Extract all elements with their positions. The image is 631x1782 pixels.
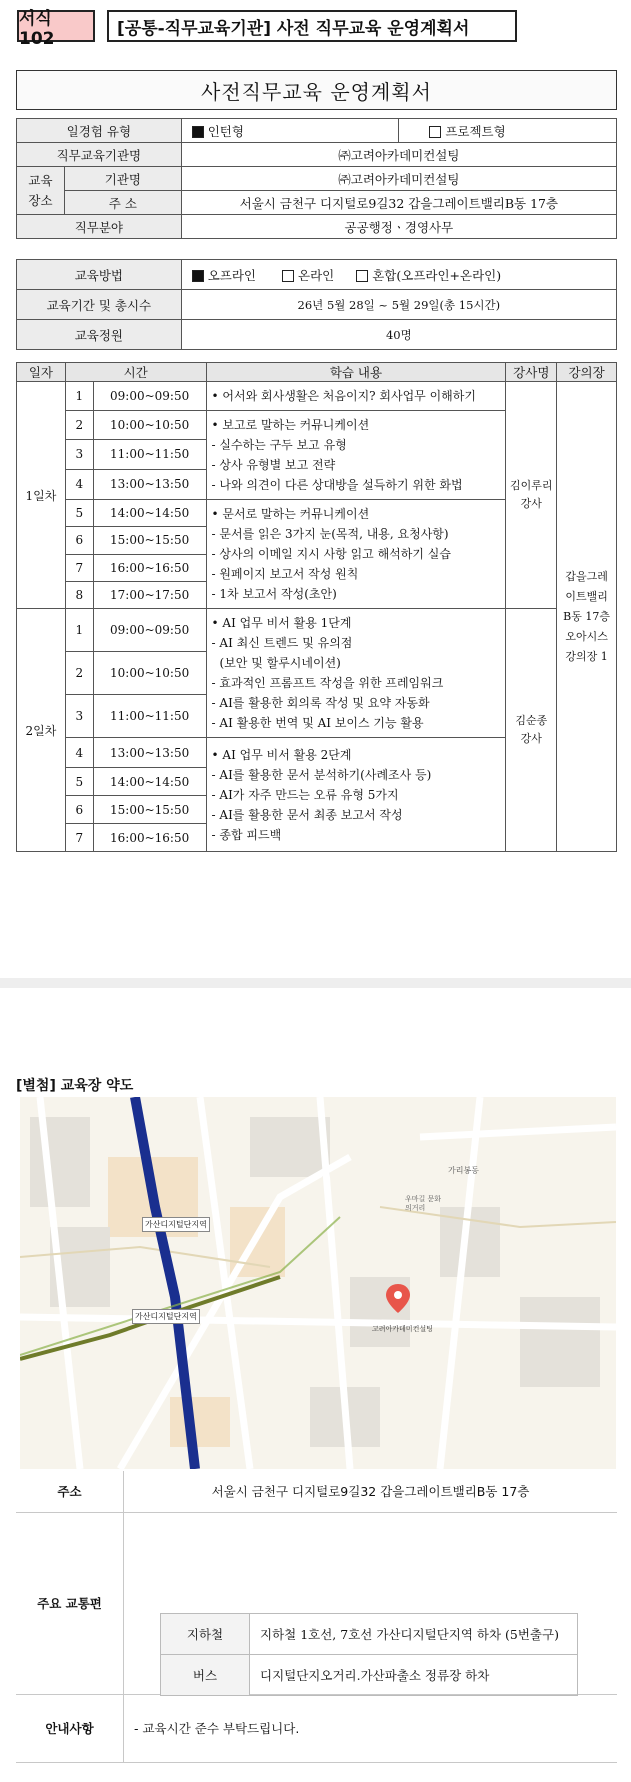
period-number: 2 [65,411,93,440]
checkbox-icon [429,126,441,138]
transport-table [160,1613,578,1696]
period-number: 3 [65,440,93,469]
subway-value: 지하철 1호선, 7호선 가산디지털단지역 하차 (5번출구) [250,1614,578,1655]
header-cell: 시간 [65,363,206,382]
table-row [16,1694,617,1762]
time-cell: 17:00~17:50 [93,581,206,608]
header-cell: 강의장 [557,363,617,382]
period-number: 1 [65,609,93,652]
period-number: 2 [65,652,93,695]
content-cell: • AI 업무 비서 활용 2단계 - AI를 활용한 문서 분석하기(사례조사 등) - AI가 자주 만드는 오류 유형 5가지 - AI를 활용한 문서 최종 보고서 작성 - 종합 피드백 [206,738,506,852]
time-cell: 15:00~15:50 [93,527,206,554]
map-pin-icon[interactable] [386,1284,410,1314]
map-graphic [20,1097,616,1469]
period-value: 26년 5월 28일 ~ 5월 29일(총 15시간) [181,290,616,320]
addr-value: 서울시 금천구 디지털로9길32 갑을그레이트밸리B동 17층 [181,191,616,215]
form-header [17,8,617,49]
method-options [181,260,616,290]
instructor-cell: 김이루리 강사 [506,382,557,609]
period-number: 4 [65,469,93,499]
appendix-title: [별첨] 교육장 약도 [16,1078,134,1094]
period-number: 5 [65,500,93,527]
method-option-mixed[interactable]: 혼합(오프라인+온라인) [356,268,501,283]
field-label: 직무분야 [17,215,182,239]
org-label: 직무교육기관명 [17,143,182,167]
address-label: 주소 [16,1471,124,1512]
period-number: 1 [65,382,93,411]
map-station-label-2: 가산디지털단지역 [132,1309,200,1324]
checked-box-icon [192,126,204,138]
method-label: 교육방법 [17,260,182,290]
document-title: 사전직무교육 운영계획서 [16,70,617,110]
table-row [17,609,617,652]
time-cell: 13:00~13:50 [93,738,206,768]
method-table [16,259,617,350]
period-number: 7 [65,824,93,852]
notice-label: 안내사항 [16,1694,124,1762]
transport-cell [124,1512,618,1694]
bus-value: 디지털단지오거리.가산파출소 정류장 하차 [250,1655,578,1696]
period-number: 8 [65,581,93,608]
map-market-label: 우마길 문화의거리 [405,1195,442,1212]
address-value: 서울시 금천구 디지털로9길32 갑을그레이트밸리B동 17층 [124,1471,618,1512]
room-cell: 갑을그레 이트밸리 B동 17층 오아시스 강의장 1 [557,382,617,852]
header-cell: 강사명 [506,363,557,382]
place-label: 교육 장소 [17,167,65,215]
time-cell: 14:00~14:50 [93,768,206,796]
method-option-online[interactable]: 온라인 [282,268,334,283]
form-number-badge: 서식 102 [17,10,95,42]
time-cell: 15:00~15:50 [93,796,206,824]
transport-label: 주요 교통편 [16,1512,124,1694]
inst-value: ㈜고려아카데미컨설팅 [181,167,616,191]
content-cell: • AI 업무 비서 활용 1단계 - AI 최신 트렌드 및 유의점 (보안 및 할루시네이션) - 효과적인 프롬프트 작성을 위한 프레임워크 - AI를 활용한 회의록 작성 및 요약 자동화 - AI 활용한 번역 및 AI 보이스 기능 활용 [206,609,506,738]
type-option-project[interactable]: 프로젝트형 [399,119,617,143]
capacity-label: 교육정원 [17,320,182,350]
content-cell: • 보고로 말하는 커뮤니케이션 - 실수하는 구두 보고 유형 - 상사 유형별 보고 전략 - 나와 의견이 다른 상대방을 설득하기 위한 화법 [206,411,506,500]
period-number: 7 [65,554,93,581]
period-number: 6 [65,796,93,824]
subway-label: 지하철 [161,1614,250,1655]
header-cell: 학습 내용 [206,363,506,382]
period-label: 교육기간 및 총시수 [17,290,182,320]
table-row [16,1512,617,1694]
time-cell: 14:00~14:50 [93,500,206,527]
time-cell: 10:00~10:50 [93,652,206,695]
time-cell: 11:00~11:50 [93,695,206,738]
instructor-cell: 김순종 강사 [506,609,557,852]
map-destination-label: 고려아카데미컨설팅 [372,1325,433,1333]
schedule-header-row [17,363,617,382]
table-row [161,1614,578,1655]
time-cell: 09:00~09:50 [93,609,206,652]
period-number: 4 [65,738,93,768]
time-cell: 16:00~16:50 [93,554,206,581]
table-row [161,1655,578,1696]
inst-label: 기관명 [64,167,181,191]
content-cell: • 어서와 회사생활은 처음이지? 회사업무 이해하기 [206,382,506,411]
location-map[interactable] [20,1097,616,1469]
schedule-table [16,362,617,852]
basic-info-table [16,118,617,239]
time-cell: 16:00~16:50 [93,824,206,852]
org-value: ㈜고려아카데미컨설팅 [181,143,616,167]
checkbox-icon [356,270,368,282]
type-option-intern[interactable]: 인턴형 [181,119,399,143]
header-cell: 일자 [17,363,66,382]
capacity-value: 40명 [181,320,616,350]
notice-value: - 교육시간 준수 부탁드립니다. [124,1694,618,1762]
addr-label: 주 소 [64,191,181,215]
form-header-title: [공통-직무교육기관] 사전 직무교육 운영계획서 [107,10,517,42]
bus-label: 버스 [161,1655,250,1696]
time-cell: 09:00~09:50 [93,382,206,411]
table-row [17,382,617,411]
time-cell: 11:00~11:50 [93,440,206,469]
method-option-offline[interactable]: 오프라인 [192,268,256,283]
period-number: 3 [65,695,93,738]
period-number: 6 [65,527,93,554]
period-number: 5 [65,768,93,796]
day-label: 1일차 [17,382,66,609]
type-label: 일경험 유형 [17,119,182,143]
day-label: 2일차 [17,609,66,852]
checkbox-icon [282,270,294,282]
time-cell: 13:00~13:50 [93,469,206,499]
table-row [16,1471,617,1512]
map-street-label: 가리봉동 [448,1166,479,1175]
location-info-table [16,1471,617,1763]
time-cell: 10:00~10:50 [93,411,206,440]
content-cell: • 문서로 말하는 커뮤니케이션 - 문서를 읽은 3가지 눈(목적, 내용, 요청사항) - 상사의 이메일 지시 사항 읽고 해석하기 실습 - 원페이지 보고서 작성 원칙 - 1차 보고서 작성(초안) [206,500,506,609]
map-station-label: 가산디지털단지역 [142,1217,210,1232]
page-separator [0,978,631,988]
field-value: 공공행정ㆍ경영사무 [181,215,616,239]
checked-box-icon [192,270,204,282]
